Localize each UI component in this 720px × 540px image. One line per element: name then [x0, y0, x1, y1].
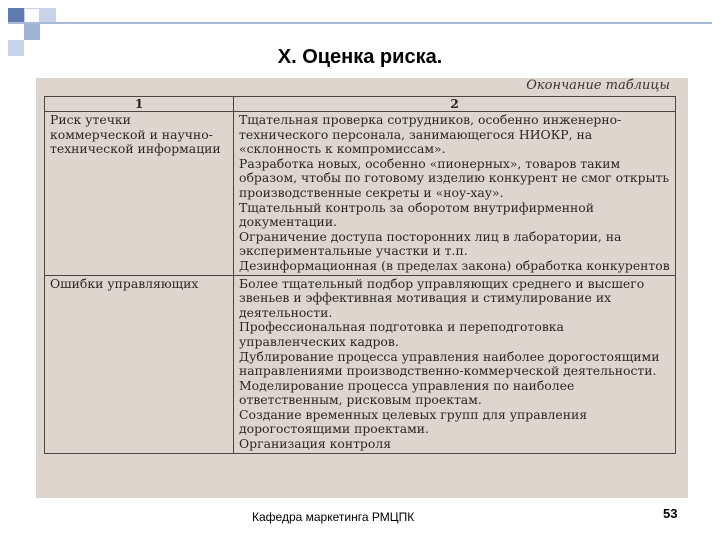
corner-square-medium	[24, 24, 40, 40]
risk-cell: Риск утечки коммерческой и научно-технической информации	[45, 112, 234, 276]
table-row	[45, 112, 676, 276]
table-continuation-note: Окончание таблицы	[526, 78, 670, 93]
measures-cell	[234, 112, 676, 276]
table-row	[45, 275, 676, 453]
page-number: 53	[663, 506, 678, 521]
column-header-2: 2	[234, 97, 676, 112]
scanned-table-image	[36, 78, 688, 498]
measures-cell	[234, 275, 676, 453]
measure-item: Дублирование процесса управления наиболее дорогостоящими направлениями производственно-коммерческой деятельности.	[239, 348, 660, 379]
table-header-row	[45, 97, 676, 112]
measure-item: Тщательная проверка сотрудников, особенно инженерно-технического персонала, занимающегося НИОКР, на «склонность к компромиссам».	[239, 112, 622, 157]
slide-footer: Кафедра маркетинга РМЦПК	[252, 510, 415, 524]
header-rule	[8, 22, 712, 24]
slide-title: X. Оценка риска.	[277, 46, 443, 68]
measure-item: Тщательный контроль за оборотом внутрифирменной документации.	[239, 199, 594, 230]
risk-table	[44, 96, 676, 454]
measure-item: Разработка новых, особенно «пионерных», товаров таким образом, чтобы по готовому изделию конкурент не смог открыть производственные секреты и «ноу-хау».	[239, 155, 670, 200]
measure-item: Ограничение доступа посторонних лиц в лаборатории, на экспериментальные участки и т.п.	[239, 228, 622, 259]
measure-item: Моделирование процесса управления по наиболее ответственным, рисковым проектам.	[239, 377, 575, 408]
risk-cell: Ошибки управляющих	[45, 275, 234, 453]
column-header-1: 1	[45, 97, 234, 112]
measure-item: Организация контроля	[239, 436, 392, 452]
measure-item: Создание временных целевых групп для управления дорогостоящими проектами.	[239, 406, 588, 437]
measure-item: Более тщательный подбор управляющих среднего и высшего звеньев и эффективная мотивация и стимулирование их деятельности.	[239, 275, 645, 320]
measure-item: Профессиональная подготовка и переподготовка управленческих кадров.	[239, 319, 564, 349]
measure-item: Дезинформационная (в пределах закона) обработка конкурентов	[239, 257, 670, 273]
